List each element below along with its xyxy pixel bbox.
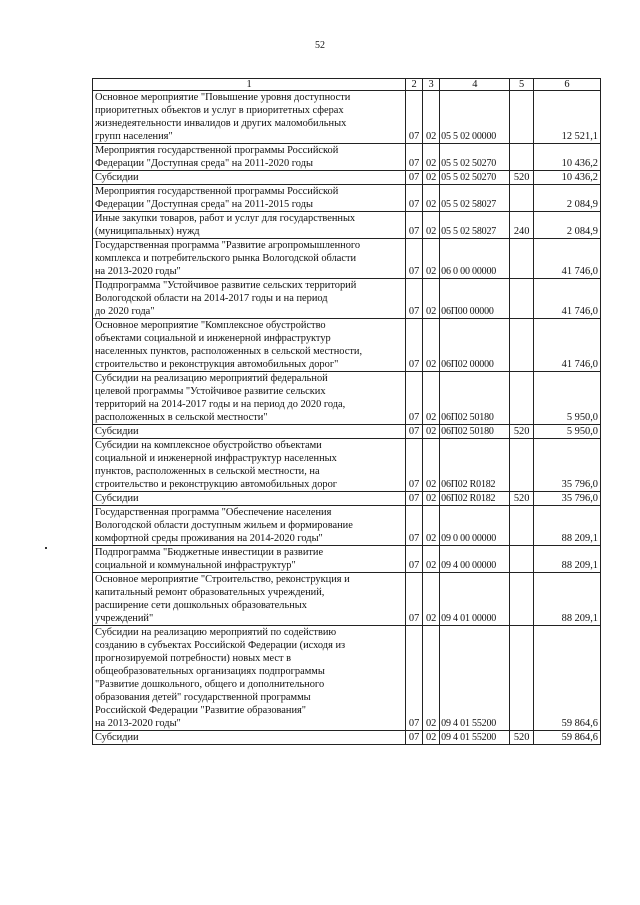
row-expense-type: 520 [510,171,533,185]
row-name: Субсидии на реализацию мероприятий по содействию созданию в субъектах Российской Федерации (исходя из прогнозируемой потребности) новых мест в общеобразовательных организациях подпрограммы "Развитие дошкольного, общего и дополнительного образования детей" государственной программы Российской Федерации "Развитие образования" на 2013-2020 годы" [93,626,406,731]
budget-table [92,78,601,745]
row-section: 07 [406,573,423,626]
row-expense-type [510,185,533,212]
table-row [93,372,601,425]
row-target-code: 06П02 00000 [440,319,510,372]
row-subsection: 02 [423,144,440,171]
row-subsection: 02 [423,492,440,506]
table-row [93,91,601,144]
row-expense-type [510,372,533,425]
row-amount: 59 864,6 [533,731,600,745]
row-amount: 88 209,1 [533,573,600,626]
row-name: Основное мероприятие "Комплексное обустройство объектами социальной и инженерной инфраструктур населенных пунктов, расположенных в сельской местности, строительство и реконструкция автомобильных дорог" [93,319,406,372]
row-expense-type: 240 [510,212,533,239]
row-target-code: 06 0 00 00000 [440,239,510,279]
row-target-code: 06П00 00000 [440,279,510,319]
row-subsection: 02 [423,573,440,626]
table-row [93,425,601,439]
row-section: 07 [406,439,423,492]
row-subsection: 02 [423,239,440,279]
row-expense-type [510,573,533,626]
row-name: Подпрограмма "Устойчивое развитие сельских территорий Вологодской области на 2014-2017 годы и на период до 2020 года" [93,279,406,319]
row-amount: 35 796,0 [533,439,600,492]
row-section: 07 [406,279,423,319]
row-target-code: 09 4 01 00000 [440,573,510,626]
row-target-code: 05 5 02 50270 [440,171,510,185]
column-header-5: 5 [510,79,533,91]
row-subsection: 02 [423,626,440,731]
row-section: 07 [406,239,423,279]
row-expense-type [510,319,533,372]
row-section: 07 [406,185,423,212]
row-amount: 88 209,1 [533,506,600,546]
row-section: 07 [406,372,423,425]
table-row [93,626,601,731]
row-subsection: 02 [423,185,440,212]
row-name: Государственная программа "Обеспечение населения Вологодской области доступным жильем и формирование комфортной среды проживания на 2014-2020 годы" [93,506,406,546]
row-target-code: 05 5 02 50270 [440,144,510,171]
row-name: Мероприятия государственной программы Российской Федерации "Доступная среда" на 2011-2015 годы [93,185,406,212]
row-subsection: 02 [423,91,440,144]
table-row [93,171,601,185]
row-section: 07 [406,506,423,546]
row-target-code: 09 4 00 00000 [440,546,510,573]
row-section: 07 [406,731,423,745]
row-section: 07 [406,546,423,573]
row-amount: 41 746,0 [533,239,600,279]
row-amount: 5 950,0 [533,372,600,425]
row-expense-type [510,279,533,319]
row-expense-type [510,144,533,171]
table-row [93,279,601,319]
table-row [93,185,601,212]
row-target-code: 09 4 01 55200 [440,731,510,745]
row-target-code: 06П02 50180 [440,425,510,439]
row-section: 07 [406,144,423,171]
table-row [93,506,601,546]
row-name: Субсидии [93,731,406,745]
row-subsection: 02 [423,279,440,319]
column-header-3: 3 [423,79,440,91]
table-row [93,492,601,506]
row-subsection: 02 [423,171,440,185]
row-section: 07 [406,171,423,185]
row-expense-type: 520 [510,425,533,439]
row-amount: 12 521,1 [533,91,600,144]
table-row [93,239,601,279]
row-section: 07 [406,319,423,372]
row-expense-type [510,506,533,546]
row-amount: 10 436,2 [533,171,600,185]
row-expense-type [510,439,533,492]
row-subsection: 02 [423,372,440,425]
row-target-code: 05 5 02 58027 [440,212,510,239]
column-header-4: 4 [440,79,510,91]
row-amount: 10 436,2 [533,144,600,171]
row-name: Государственная программа "Развитие агропромышленного комплекса и потребительского рынка Вологодской области на 2013-2020 годы" [93,239,406,279]
row-target-code: 05 5 02 58027 [440,185,510,212]
row-subsection: 02 [423,319,440,372]
row-name: Субсидии [93,425,406,439]
table-body [93,91,601,745]
row-subsection: 02 [423,439,440,492]
row-subsection: 02 [423,546,440,573]
row-target-code: 09 0 00 00000 [440,506,510,546]
row-name: Основное мероприятие "Повышение уровня доступности приоритетных объектов и услуг в приоритетных сферах жизнедеятельности инвалидов и других маломобильных групп населения" [93,91,406,144]
table-row [93,573,601,626]
row-amount: 2 084,9 [533,212,600,239]
row-name: Мероприятия государственной программы Российской Федерации "Доступная среда" на 2011-2020 годы [93,144,406,171]
row-target-code: 06П02 50180 [440,372,510,425]
column-header-2: 2 [406,79,423,91]
row-section: 07 [406,492,423,506]
row-name: Субсидии [93,492,406,506]
row-target-code: 06П02 R0182 [440,492,510,506]
row-amount: 88 209,1 [533,546,600,573]
table-row [93,144,601,171]
row-amount: 41 746,0 [533,279,600,319]
row-amount: 59 864,6 [533,626,600,731]
row-amount: 2 084,9 [533,185,600,212]
row-section: 07 [406,626,423,731]
column-header-1: 1 [93,79,406,91]
row-name: Подпрограмма "Бюджетные инвестиции в развитие социальной и коммунальной инфраструктур" [93,546,406,573]
row-section: 07 [406,91,423,144]
row-subsection: 02 [423,506,440,546]
row-amount: 35 796,0 [533,492,600,506]
row-expense-type: 520 [510,731,533,745]
table-row [93,439,601,492]
table-row [93,731,601,745]
row-name: Основное мероприятие "Строительство, реконструкция и капитальный ремонт образовательных учреждений, расширение сети дошкольных образовательных учреждений" [93,573,406,626]
page-number: 52 [315,40,325,51]
row-subsection: 02 [423,212,440,239]
row-section: 07 [406,425,423,439]
table-header-row [93,79,601,91]
row-expense-type [510,626,533,731]
row-amount: 5 950,0 [533,425,600,439]
table-row [93,212,601,239]
row-target-code: 09 4 01 55200 [440,626,510,731]
row-section: 07 [406,212,423,239]
row-expense-type [510,546,533,573]
table-row [93,546,601,573]
margin-speck [45,547,47,549]
row-name: Субсидии на реализацию мероприятий федеральной целевой программы "Устойчивое развитие сельских территорий на 2014-2017 годы и на период до 2020 года, расположенных в сельской местности" [93,372,406,425]
row-name: Субсидии [93,171,406,185]
row-name: Иные закупки товаров, работ и услуг для государственных (муниципальных) нужд [93,212,406,239]
table-row [93,319,601,372]
row-target-code: 05 5 02 00000 [440,91,510,144]
row-expense-type [510,239,533,279]
row-subsection: 02 [423,731,440,745]
row-amount: 41 746,0 [533,319,600,372]
row-expense-type: 520 [510,492,533,506]
row-target-code: 06П02 R0182 [440,439,510,492]
column-header-6: 6 [533,79,600,91]
row-subsection: 02 [423,425,440,439]
row-expense-type [510,91,533,144]
row-name: Субсидии на комплексное обустройство объектами социальной и инженерной инфраструктур населенных пунктов, расположенных в сельской местности, на строительство и реконструкцию автомобильных дорог [93,439,406,492]
